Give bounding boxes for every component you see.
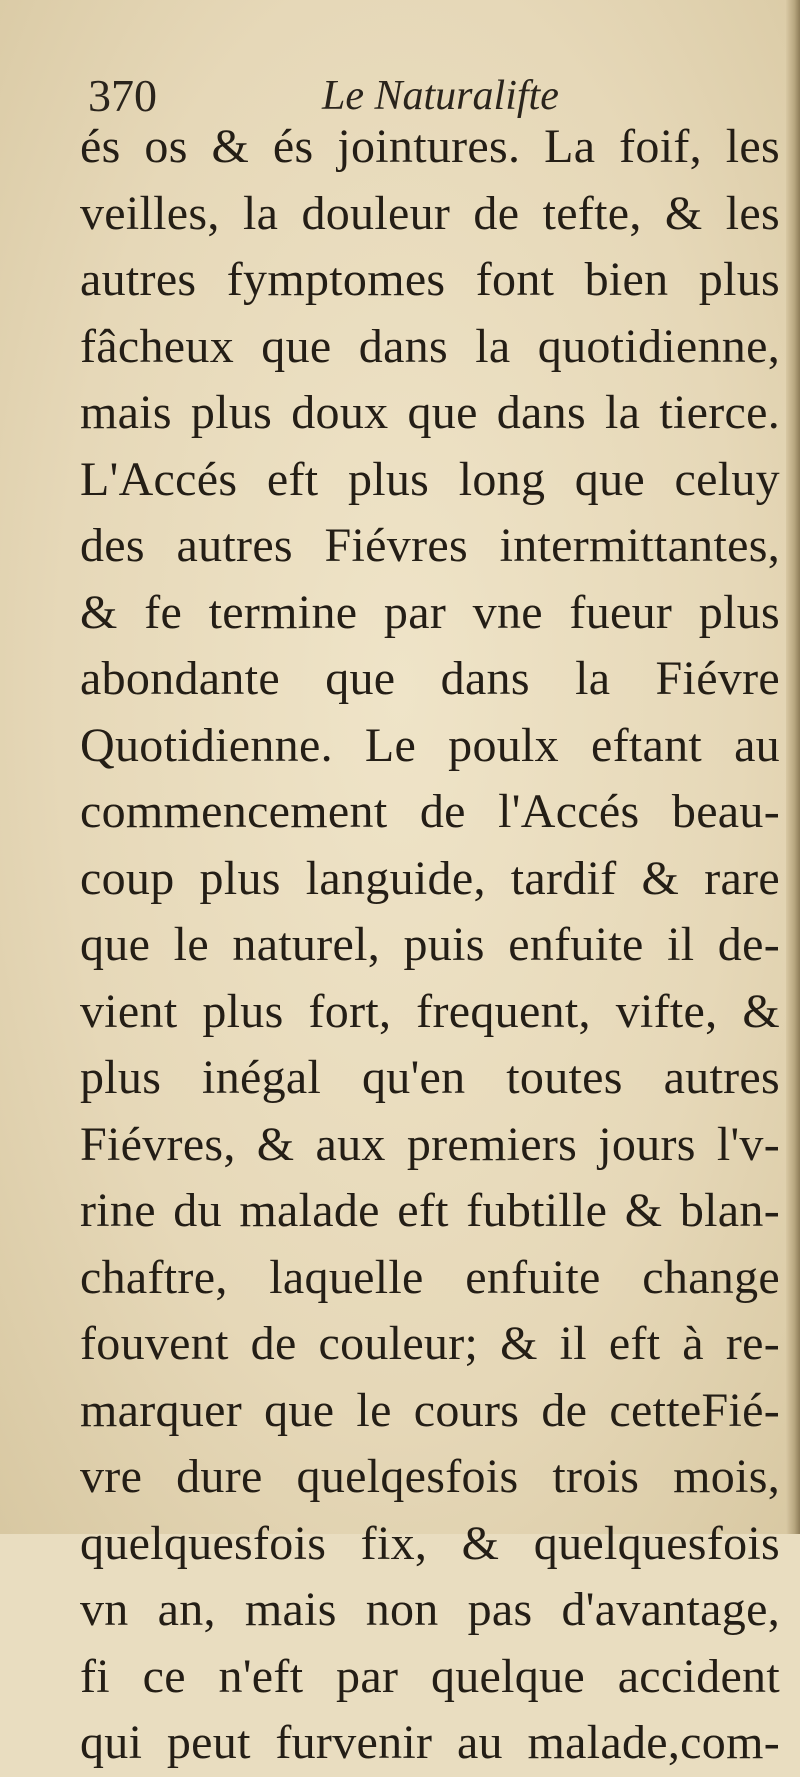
text-line: des autres Fiévres intermittantes, — [80, 519, 780, 572]
text-line: és os & és jointures. La foif, les — [80, 120, 780, 173]
text-line: fâcheux que dans la quotidienne, — [80, 319, 780, 373]
body-text — [80, 114, 780, 1777]
text-line: que le naturel, puis enfuite il de- — [80, 918, 780, 971]
running-title: Le Naturalifte — [322, 73, 559, 119]
text-line: autres fymptomes font bien plus — [80, 253, 780, 306]
text-line: vient plus fort, frequent, vifte, & — [80, 984, 780, 1038]
text-line: vn an, mais non pas d'avantage, — [80, 1583, 780, 1636]
text-line: qui peut furvenir au malade,com- — [80, 1716, 780, 1769]
text-line: chaftre, laquelle enfuite change — [80, 1250, 780, 1304]
page-gutter — [786, 0, 800, 1534]
text-line: fouvent de couleur; & il eft à re- — [80, 1317, 780, 1370]
text-line: mais plus doux que dans la tierce. — [80, 386, 780, 439]
text-line: plus inégal qu'en toutes autres — [80, 1051, 780, 1104]
text-line: veilles, la douleur de tefte, & les — [80, 186, 780, 240]
text-line: L'Accés eft plus long que celuy — [80, 452, 780, 506]
text-line: fi ce n'eft par quelque accident — [80, 1649, 780, 1703]
text-line: commencement de l'Accés beau- — [80, 785, 780, 838]
text-line: Quotidienne. Le poulx eftant au — [80, 718, 780, 772]
text-line: vre dure quelqesfois trois mois, — [80, 1450, 780, 1503]
text-line: & fe termine par vne fueur plus — [80, 585, 780, 639]
text-line: marquer que le cours de cetteFié- — [80, 1383, 780, 1437]
text-line: rine du malade eft fubtille & blan- — [80, 1184, 780, 1237]
text-line: coup plus languide, tardif & rare — [80, 851, 780, 905]
text-line: abondante que dans la Fiévre — [80, 652, 780, 705]
text-line: Fiévres, & aux premiers jours l'v- — [80, 1117, 780, 1171]
text-line: quelquesfois fix, & quelquesfois — [80, 1516, 780, 1570]
page-number: 370 — [88, 70, 157, 121]
